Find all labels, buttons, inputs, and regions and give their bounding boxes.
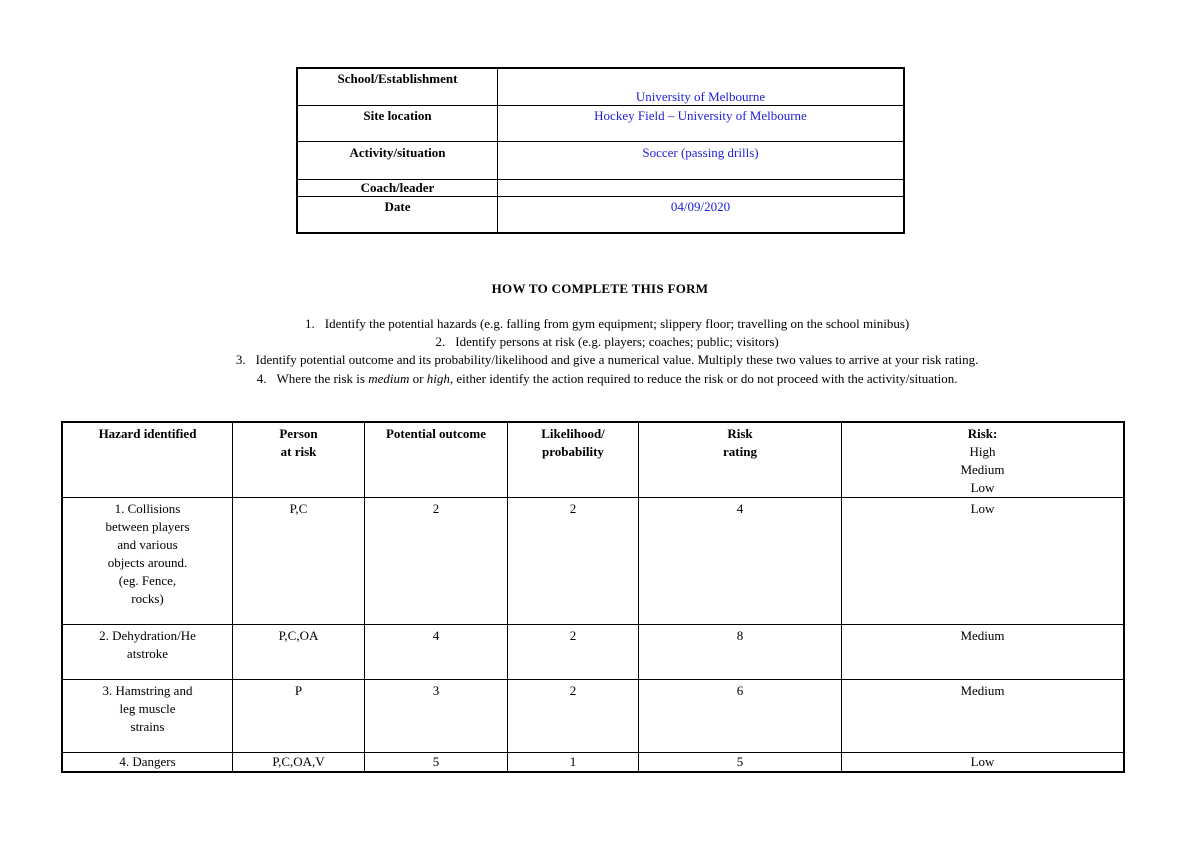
hazard-line: 4. Dangers: [119, 754, 176, 769]
school-label: School/Establishment: [297, 68, 498, 106]
person-cell[interactable]: P,C,OA,V: [233, 753, 365, 773]
coach-value[interactable]: [498, 180, 905, 197]
header-likelihood-line2: probability: [542, 444, 604, 459]
step-text-after: , either identify the action required to reduce the risk or do not proceed with the activity/situation.: [449, 371, 958, 386]
site-label: Site location: [297, 106, 498, 142]
hazard-line: 3. Hamstring and: [102, 683, 193, 698]
header-risk-level: [842, 422, 1125, 498]
risk-level-cell[interactable]: Low: [842, 498, 1125, 625]
site-value[interactable]: Hockey Field – University of Melbourne: [498, 106, 905, 142]
header-person: [233, 422, 365, 498]
instruction-step-4: [0, 371, 1200, 387]
site-info-table: [296, 67, 905, 234]
header-level-line4: Low: [970, 480, 995, 495]
step-text: Identify the potential hazards (e.g. falling from gym equipment; slippery floor; travelling on the school minibus): [324, 316, 910, 331]
date-value[interactable]: 04/09/2020: [498, 197, 905, 233]
activity-value[interactable]: Soccer (passing drills): [498, 142, 905, 180]
person-cell[interactable]: P,C,OA: [233, 625, 365, 680]
step-number: 3.: [235, 352, 246, 367]
header-level-line2: High: [969, 444, 996, 459]
likelihood-cell[interactable]: 2: [508, 625, 639, 680]
person-cell[interactable]: P: [233, 680, 365, 753]
header-hazard: [62, 422, 233, 498]
header-rating-line2: rating: [723, 444, 757, 459]
step-number: 2.: [435, 334, 446, 349]
activity-row: [297, 142, 904, 180]
outcome-cell[interactable]: 5: [365, 753, 508, 773]
table-row: [62, 753, 1124, 773]
header-likelihood: [508, 422, 639, 498]
step-text: Identify potential outcome and its probability/likelihood and give a numerical value. Multiply these two values to arrive at your risk rating.: [255, 352, 979, 367]
hazard-line: between players: [105, 519, 190, 534]
hazard-line: 2. Dehydration/He: [99, 628, 196, 643]
hazard-cell[interactable]: [62, 498, 233, 625]
header-rating: [639, 422, 842, 498]
step-text-medium: medium: [368, 371, 410, 386]
outcome-cell[interactable]: 2: [365, 498, 508, 625]
table-header-row: [62, 422, 1124, 498]
date-label: Date: [297, 197, 498, 233]
hazard-line: and various: [117, 537, 178, 552]
hazard-cell[interactable]: [62, 625, 233, 680]
rating-cell[interactable]: 6: [639, 680, 842, 753]
hazard-cell[interactable]: [62, 753, 233, 773]
site-row: [297, 106, 904, 142]
person-cell[interactable]: P,C: [233, 498, 365, 625]
step-text: Identify persons at risk (e.g. players; coaches; public; visitors): [455, 334, 779, 349]
header-level-line3: Medium: [960, 462, 1005, 477]
header-likelihood-line1: Likelihood/: [541, 426, 605, 441]
coach-label: Coach/leader: [297, 180, 498, 197]
hazard-line: strains: [130, 719, 165, 734]
date-row: [297, 197, 904, 233]
risk-level-cell[interactable]: Low: [842, 753, 1125, 773]
rating-cell[interactable]: 4: [639, 498, 842, 625]
hazard-line: objects around.: [107, 555, 188, 570]
instruction-step-2: [0, 334, 1200, 350]
hazard-line: leg muscle: [119, 701, 176, 716]
header-outcome: [365, 422, 508, 498]
step-number: 4.: [256, 371, 267, 386]
header-rating-line1: Risk: [727, 426, 753, 441]
likelihood-cell[interactable]: 2: [508, 680, 639, 753]
risk-assessment-table: [61, 421, 1125, 773]
outcome-cell[interactable]: 4: [365, 625, 508, 680]
hazard-line: rocks): [131, 591, 164, 606]
form-instructions-title: HOW TO COMPLETE THIS FORM: [491, 281, 709, 296]
header-level-line1: Risk:: [967, 426, 998, 441]
table-row: [62, 498, 1124, 625]
step-text-or: or: [409, 371, 427, 386]
instruction-step-3: [0, 352, 1200, 368]
likelihood-cell[interactable]: 2: [508, 498, 639, 625]
rating-cell[interactable]: 5: [639, 753, 842, 773]
rating-cell[interactable]: 8: [639, 625, 842, 680]
risk-level-cell[interactable]: Medium: [842, 680, 1125, 753]
school-value[interactable]: University of Melbourne: [498, 68, 905, 106]
instruction-step-1: [0, 316, 1200, 332]
step-text-before: Where the risk is: [276, 371, 369, 386]
outcome-cell[interactable]: 3: [365, 680, 508, 753]
risk-level-cell[interactable]: Medium: [842, 625, 1125, 680]
hazard-line: 1. Collisions: [114, 501, 181, 516]
hazard-cell[interactable]: [62, 680, 233, 753]
activity-label: Activity/situation: [297, 142, 498, 180]
header-outcome-label: Potential outcome: [385, 426, 486, 441]
header-hazard-label: Hazard identified: [98, 426, 197, 441]
school-row: [297, 68, 904, 106]
hazard-line: atstroke: [126, 646, 169, 661]
table-row: [62, 625, 1124, 680]
likelihood-cell[interactable]: 1: [508, 753, 639, 773]
step-text-high: high: [426, 371, 450, 386]
table-row: [62, 680, 1124, 753]
header-person-line2: at risk: [280, 444, 317, 459]
step-number: 1.: [305, 316, 315, 331]
header-person-line1: Person: [279, 426, 318, 441]
coach-row: [297, 180, 904, 197]
hazard-line: (eg. Fence,: [118, 573, 177, 588]
